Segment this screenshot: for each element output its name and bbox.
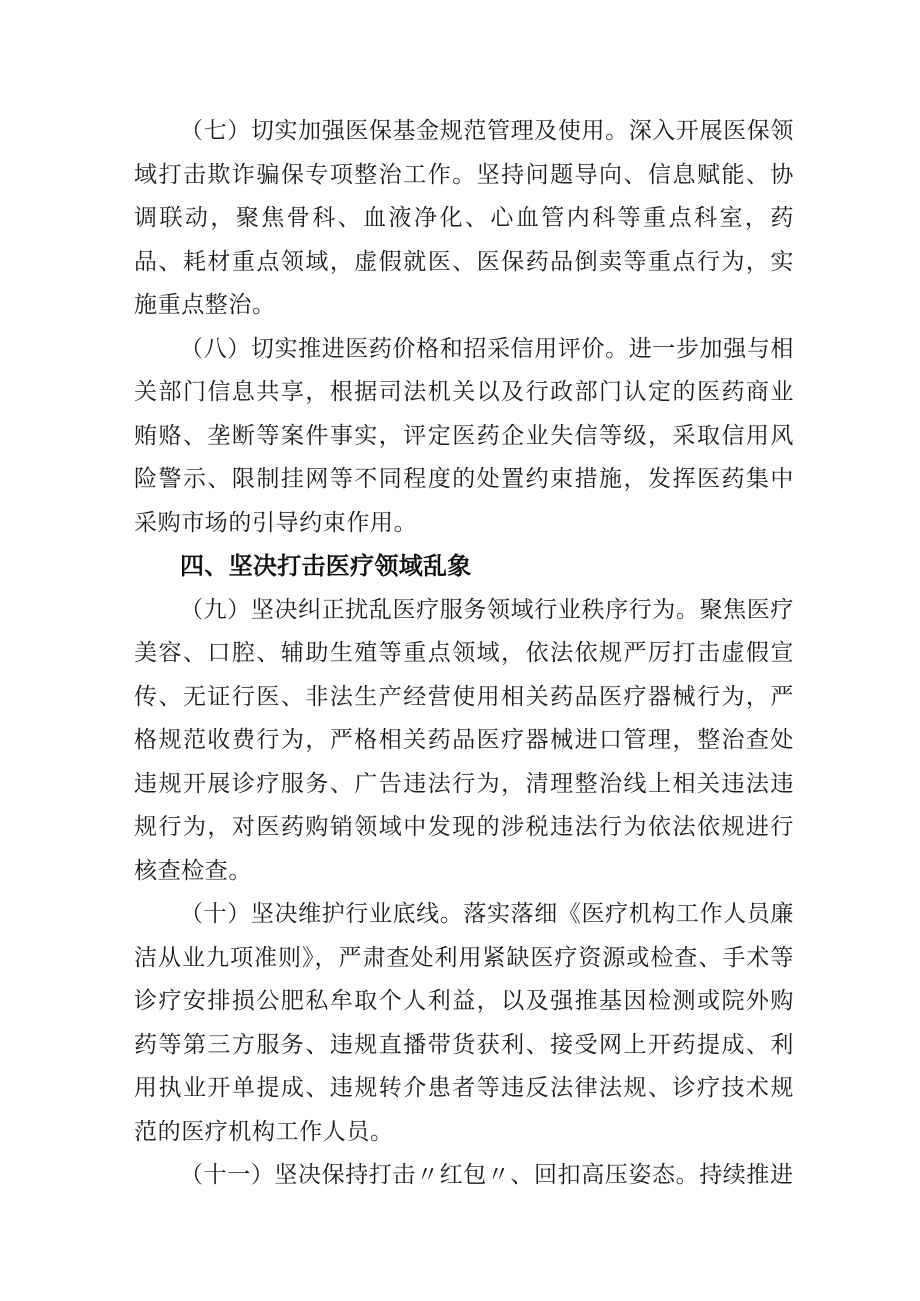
paragraph-industry-bottom-line: （十）坚决维护行业底线。落实落细《医疗机构工作人员廉洁从业九项准则》，严肃查处利用紧缺医疗资源或检查、手术等诊疗安排损公肥私牟取个人利益，以及强推基因检测或院外购药等第三方服务、违规直播带货获利、接受网上开药提成、利用执业开单提成、违规转介患者等违反法律法规、诊疗技术规范的医疗机构工作人员。 [134,901,794,1145]
document-body [134,110,794,1198]
section-heading: 四、坚决打击医疗领域乱象 [180,552,472,580]
paragraph-price-credit-evaluation: （八）切实推进医药价格和招采信用评价。进一步加强与相关部门信息共享，根据司法机关以及行政部门认定的医药商业贿赂、垄断等案件事实，评定医药企业失信等级，采取信用风险警示、限制挂网等不同程度的处置约束措施，发挥医药集中采购市场的引导约束作用。 [134,335,794,536]
paragraph-industry-order: （九）坚决纠正扰乱医疗服务领域行业秩序行为。聚焦医疗美容、口腔、辅助生殖等重点领域，依法依规严厉打击虚假宣传、无证行医、非法生产经营使用相关药品医疗器械行为，严格规范收费行为，严格相关药品医疗器械进口管理，整治查处违规开展诊疗服务、广告违法行为，清理整治线上相关违法违规行为，对医药购销领域中发现的涉税违法行为依法依规进行核查检查。 [134,596,794,884]
paragraph-medical-insurance-fund: （七）切实加强医保基金规范管理及使用。深入开展医保领域打击欺诈骗保专项整治工作。坚持问题导向、信息赋能、协调联动，聚焦骨科、血液净化、心血管内科等重点科室，药品、耗材重点领域，虚假就医、医保药品倒卖等重点行为，实施重点整治。 [134,118,794,318]
paragraph-red-envelope-crackdown: （十一）坚决保持打击〃红包〃、回扣高压姿态。持续推进 [180,1162,794,1188]
